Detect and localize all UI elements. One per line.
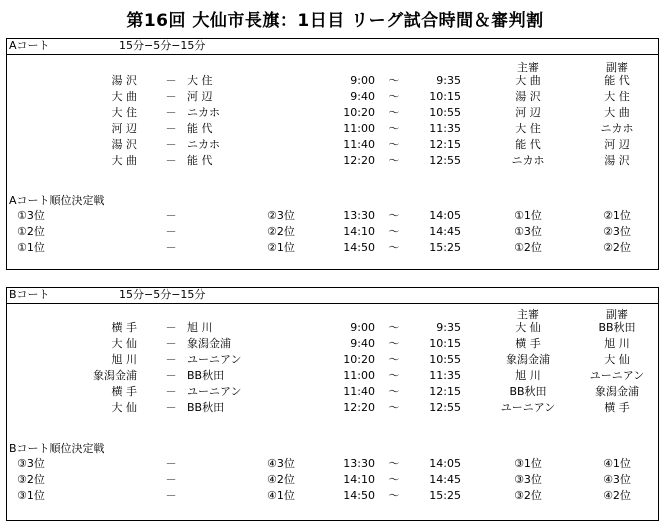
time-separator: ～ — [388, 209, 400, 222]
end-time: 10:15 — [429, 337, 461, 350]
away-team: ニカホ — [187, 106, 220, 119]
start-time: 11:00 — [343, 369, 375, 382]
start-time: 10:20 — [343, 353, 375, 366]
away-team: ニカホ — [187, 138, 220, 151]
versus-dash: － — [165, 241, 177, 254]
main-referee: ①2位 — [514, 241, 542, 254]
home-team: 旭 川 — [111, 353, 137, 366]
court-a-name: Aコート — [9, 39, 50, 52]
start-time: 10:20 — [343, 106, 375, 119]
start-time: 14:10 — [343, 225, 375, 238]
home-team: 大 住 — [111, 106, 137, 119]
court-a-final-label: Aコート順位決定戦 — [9, 194, 105, 207]
main-referee: 大 住 — [515, 122, 541, 135]
end-time: 12:55 — [429, 154, 461, 167]
main-referee: 旭 川 — [515, 369, 541, 382]
versus-dash: － — [165, 209, 177, 222]
time-separator: ～ — [388, 225, 400, 238]
end-time: 12:15 — [429, 138, 461, 151]
away-team: 大 住 — [187, 74, 213, 87]
home-team: 湯 沢 — [111, 138, 137, 151]
versus-dash: － — [165, 489, 177, 502]
sub-referee: ②2位 — [603, 241, 631, 254]
end-time: 12:55 — [429, 401, 461, 414]
start-time: 11:00 — [343, 122, 375, 135]
sub-referee: 大 曲 — [604, 106, 630, 119]
time-separator: ～ — [388, 321, 400, 334]
home-seed: ①2位 — [17, 225, 45, 238]
end-time: 11:35 — [429, 122, 461, 135]
sub-referee: BB秋田 — [598, 321, 636, 334]
final-match-row — [7, 208, 658, 223]
start-time: 9:00 — [350, 321, 375, 334]
court-a-format: 15分−5分−15分 — [119, 39, 206, 52]
away-team: 河 辺 — [187, 90, 213, 103]
main-referee: 河 辺 — [515, 106, 541, 119]
sub-referee: ④1位 — [603, 457, 631, 470]
court-b-main-referee-header: 主審 — [517, 308, 539, 321]
versus-dash: － — [165, 106, 177, 119]
time-separator: ～ — [388, 457, 400, 470]
main-referee: 大 仙 — [515, 321, 541, 334]
sub-referee: 横 手 — [604, 401, 630, 414]
court-b-header — [7, 288, 658, 304]
away-team: BB秋田 — [187, 401, 225, 414]
versus-dash: － — [165, 138, 177, 151]
sub-referee: ユーニアン — [589, 369, 645, 382]
start-time: 9:40 — [350, 90, 375, 103]
main-referee: ③2位 — [514, 489, 542, 502]
start-time: 9:00 — [350, 74, 375, 87]
end-time: 15:25 — [429, 489, 461, 502]
home-team: 象潟金浦 — [93, 369, 137, 382]
match-row — [7, 368, 658, 383]
home-seed: ①3位 — [17, 209, 45, 222]
final-match-row — [7, 488, 658, 503]
sub-referee: 大 住 — [604, 90, 630, 103]
court-b-sub-referee-header: 副審 — [606, 308, 628, 321]
home-seed: ③1位 — [17, 489, 45, 502]
home-team: 大 仙 — [111, 401, 137, 414]
sub-referee: ②1位 — [603, 209, 631, 222]
home-seed: ①1位 — [17, 241, 45, 254]
home-seed: ③3位 — [17, 457, 45, 470]
match-row — [7, 336, 658, 351]
start-time: 12:20 — [343, 154, 375, 167]
time-separator: ～ — [388, 337, 400, 350]
away-team: 能 代 — [187, 122, 213, 135]
sub-referee: ②3位 — [603, 225, 631, 238]
sub-referee: ④3位 — [603, 473, 631, 486]
sub-referee: 大 仙 — [604, 353, 630, 366]
main-referee: BB秋田 — [509, 385, 547, 398]
away-seed: ②2位 — [267, 225, 295, 238]
match-row — [7, 137, 658, 152]
sub-referee: 能 代 — [604, 74, 630, 87]
home-team: 大 仙 — [111, 337, 137, 350]
end-time: 11:35 — [429, 369, 461, 382]
away-seed: ②3位 — [267, 209, 295, 222]
time-separator: ～ — [388, 385, 400, 398]
time-separator: ～ — [388, 122, 400, 135]
main-referee: ③3位 — [514, 473, 542, 486]
end-time: 9:35 — [436, 74, 461, 87]
home-team: 横 手 — [111, 321, 137, 334]
main-referee: 能 代 — [515, 138, 541, 151]
away-team: ユーニアン — [187, 385, 242, 398]
main-referee: 湯 沢 — [515, 90, 541, 103]
sub-referee: 湯 沢 — [604, 154, 630, 167]
match-row — [7, 89, 658, 104]
start-time: 9:40 — [350, 337, 375, 350]
main-referee: ①1位 — [514, 209, 542, 222]
start-time: 13:30 — [343, 209, 375, 222]
end-time: 14:45 — [429, 225, 461, 238]
start-time: 11:40 — [343, 138, 375, 151]
match-row — [7, 105, 658, 120]
sub-referee: 旭 川 — [604, 337, 630, 350]
end-time: 14:05 — [429, 209, 461, 222]
versus-dash: － — [165, 369, 177, 382]
versus-dash: － — [165, 385, 177, 398]
match-row — [7, 121, 658, 136]
versus-dash: － — [165, 457, 177, 470]
versus-dash: － — [165, 90, 177, 103]
end-time: 14:45 — [429, 473, 461, 486]
time-separator: ～ — [388, 74, 400, 87]
time-separator: ～ — [388, 353, 400, 366]
end-time: 12:15 — [429, 385, 461, 398]
start-time: 12:20 — [343, 401, 375, 414]
main-referee: ①3位 — [514, 225, 542, 238]
time-separator: ～ — [388, 489, 400, 502]
home-team: 大 曲 — [111, 154, 137, 167]
versus-dash: － — [165, 353, 177, 366]
match-row — [7, 352, 658, 367]
time-separator: ～ — [388, 106, 400, 119]
versus-dash: － — [165, 154, 177, 167]
time-separator: ～ — [388, 241, 400, 254]
main-referee: 横 手 — [515, 337, 541, 350]
time-separator: ～ — [388, 154, 400, 167]
versus-dash: － — [165, 401, 177, 414]
end-time: 10:55 — [429, 353, 461, 366]
versus-dash: － — [165, 225, 177, 238]
away-team: 旭 川 — [187, 321, 213, 334]
start-time: 14:50 — [343, 241, 375, 254]
court-b-panel — [6, 287, 659, 521]
home-seed: ③2位 — [17, 473, 45, 486]
match-row — [7, 153, 658, 168]
home-team: 湯 沢 — [111, 74, 137, 87]
time-separator: ～ — [388, 401, 400, 414]
sub-referee: ニカホ — [600, 122, 634, 135]
start-time: 14:50 — [343, 489, 375, 502]
home-team: 横 手 — [111, 385, 137, 398]
home-team: 河 辺 — [111, 122, 137, 135]
end-time: 14:05 — [429, 457, 461, 470]
match-row — [7, 320, 658, 335]
court-a-header — [7, 39, 658, 55]
match-row — [7, 400, 658, 415]
main-referee: ③1位 — [514, 457, 542, 470]
start-time: 13:30 — [343, 457, 375, 470]
versus-dash: － — [165, 122, 177, 135]
main-referee: 象潟金浦 — [506, 353, 550, 366]
final-match-row — [7, 240, 658, 255]
away-team: 能 代 — [187, 154, 213, 167]
court-a-main-referee-header: 主審 — [517, 61, 539, 74]
sub-referee: 象潟金浦 — [595, 385, 639, 398]
away-team: BB秋田 — [187, 369, 225, 382]
start-time: 14:10 — [343, 473, 375, 486]
away-seed: ④3位 — [267, 457, 295, 470]
versus-dash: － — [165, 337, 177, 350]
end-time: 15:25 — [429, 241, 461, 254]
versus-dash: － — [165, 321, 177, 334]
match-row — [7, 73, 658, 88]
away-seed: ④2位 — [267, 473, 295, 486]
end-time: 9:35 — [436, 321, 461, 334]
final-match-row — [7, 472, 658, 487]
court-a-sub-referee-header: 副審 — [606, 61, 628, 74]
versus-dash: － — [165, 473, 177, 486]
final-match-row — [7, 456, 658, 471]
court-a-panel — [6, 38, 659, 270]
start-time: 11:40 — [343, 385, 375, 398]
main-referee: ユーニアン — [500, 401, 556, 414]
sub-referee: 河 辺 — [604, 138, 630, 151]
page-title: 第16回 大仙市長旗：1日目 リーグ試合時間＆審判割 — [126, 11, 544, 31]
sub-referee: ④2位 — [603, 489, 631, 502]
court-b-final-label: Bコート順位決定戦 — [9, 442, 105, 455]
away-seed: ④1位 — [267, 489, 295, 502]
court-b-name: Bコート — [9, 288, 50, 301]
final-match-row — [7, 224, 658, 239]
away-team: ユーニアン — [187, 353, 242, 366]
main-referee: 大 曲 — [515, 74, 541, 87]
versus-dash: － — [165, 74, 177, 87]
time-separator: ～ — [388, 90, 400, 103]
home-team: 大 曲 — [111, 90, 137, 103]
end-time: 10:15 — [429, 90, 461, 103]
away-seed: ②1位 — [267, 241, 295, 254]
away-team: 象潟金浦 — [187, 337, 231, 350]
main-referee: ニカホ — [511, 154, 545, 167]
end-time: 10:55 — [429, 106, 461, 119]
match-row — [7, 384, 658, 399]
time-separator: ～ — [388, 473, 400, 486]
court-b-format: 15分−5分−15分 — [119, 288, 206, 301]
time-separator: ～ — [388, 369, 400, 382]
time-separator: ～ — [388, 138, 400, 151]
